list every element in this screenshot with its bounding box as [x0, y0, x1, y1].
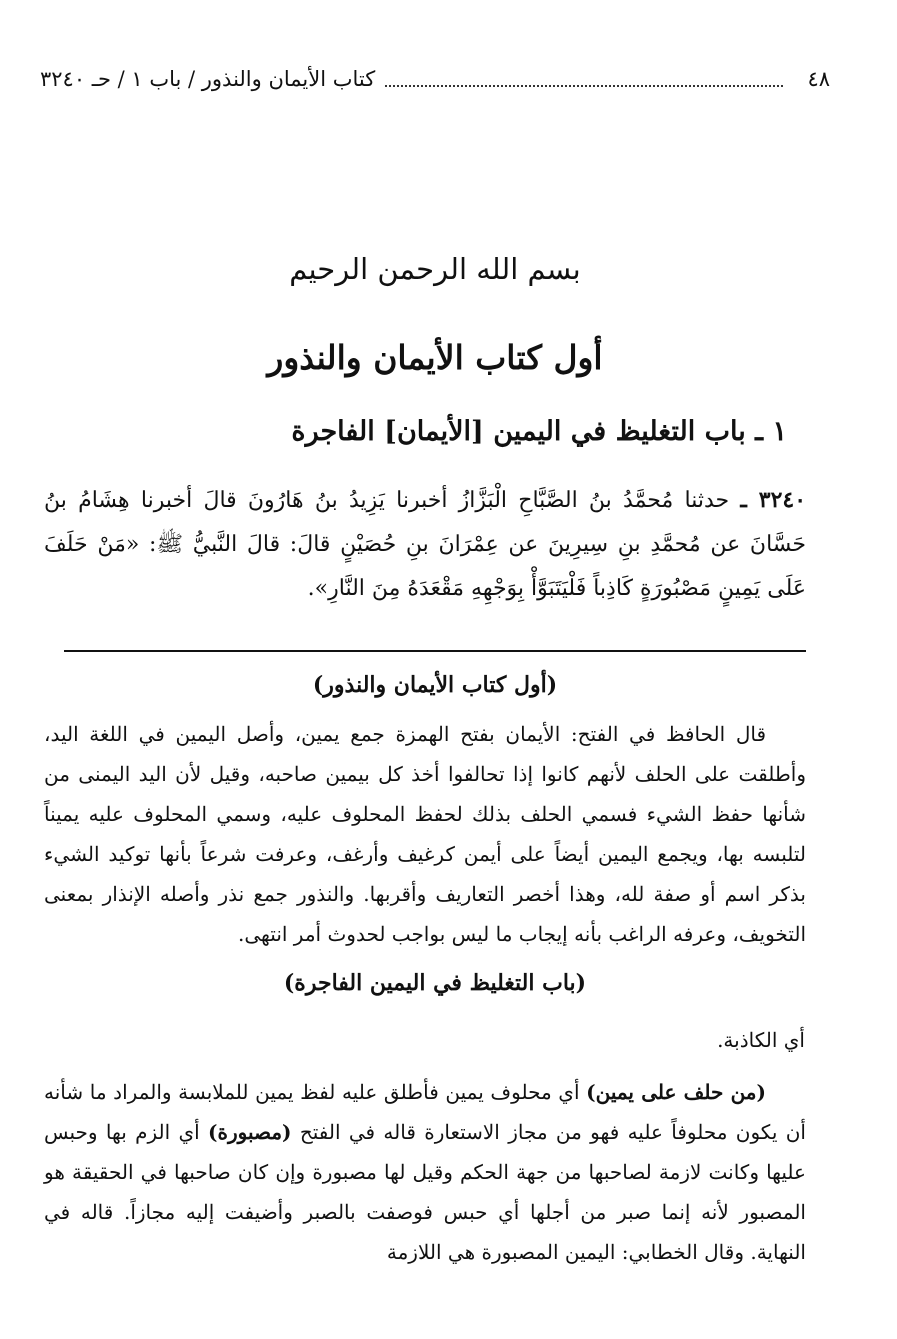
commentary-paragraph-1: قال الحافظ في الفتح: الأيمان بفتح الهمزة جمع يمين، وأصل اليمين في اللغة اليد، وأطلقت على الحلف لأنهم كانوا إذا تحالفوا أخذ كل بيمين صاحبه، وقيل لأن اليد اليمنى من شأنها حفظ الشيء فسمي الحلف بذلك لحفظ المحلوف عليه، وسمي المحلوف عليه يميناً لتلبسه بها، ويجمع اليمين أيضاً على أيمن كرغيف وأرغف، وعرفت شرعاً بأنها توكيد الشيء بذكر اسم أو صفة لله، وهذا أخصر التعاريف وأقربها. والنذور جمع نذر وأصله الإنذار بمعنى التخويف، وعرفه الراغب بأنه إيجاب ما ليس بواجب لحدوث أمر انتهى.	[44, 722, 806, 946]
commentary-text-b: أي الزم بها وحبس عليها وكانت لازمة لصاحبها من جهة الحكم وقيل لها مصبورة وإن كان صاحبها في الحقيقة هو المصبور لأنه إنما صبر من أجلها أي حبس فوصفت بالصبر وأضيفت إليه مجازاً. قاله في النهاية. وقال الخطابي: اليمين المصبورة هي اللازمة	[44, 1120, 806, 1264]
basmala: بسم الله الرحمن الرحيم	[289, 252, 581, 286]
hadith-text	[44, 478, 806, 611]
footnote-divider	[64, 650, 806, 652]
hadith-number: ٣٢٤٠ ـ	[740, 487, 807, 513]
commentary-heading-book: (أول كتاب الأيمان والنذور)	[312, 672, 558, 698]
commentary-text-a: أي محلوف يمين فأطلق عليه لفظ يمين للملابسة والمراد ما شأنه أن يكون محلوفاً عليه فهو من مجاز الاستعارة قاله في الفتح	[44, 1080, 806, 1144]
book-title: أول كتاب الأيمان والنذور	[267, 338, 603, 377]
chapter-heading: ١ ـ باب التغليظ في اليمين [الأيمان] الفاجرة	[291, 416, 787, 447]
commentary-heading-chapter: (باب التغليظ في اليمين الفاجرة)	[283, 970, 587, 996]
page-header	[40, 62, 830, 96]
header-dotted-leader	[385, 71, 783, 87]
commentary-paragraph-3	[44, 1072, 806, 1272]
commentary-paragraph-2: أي الكاذبة.	[717, 1028, 805, 1052]
lemma-masbura: (مصبورة)	[208, 1120, 292, 1144]
hadith-body: حدثنا مُحمَّدُ بنُ الصَّبَّاحِ الْبَزَّازُ أخبرنا يَزِيدُ بنُ هَارُونَ قالَ أخبرنا هِشَامُ بنُ حَسَّانَ عن مُحمَّدِ بنِ سِيرِينَ عن عِمْرَانَ بنِ حُصَيْنٍ قالَ: قالَ النَّبيُّ ﷺ: «مَنْ حَلَفَ عَلَى يَمِينٍ مَصْبُورَةٍ كَاذِباً فَلْيَتَبَوَّأْ بِوَجْهِهِ مَقْعَدَهُ مِنَ النَّارِ».	[44, 488, 806, 601]
running-title: كتاب الأيمان والنذور / باب ١ / حـ ٣٢٤٠	[40, 67, 376, 91]
lemma-man-halafa: (من حلف على يمين)	[586, 1080, 766, 1104]
page-number: ٤٨	[807, 67, 830, 91]
